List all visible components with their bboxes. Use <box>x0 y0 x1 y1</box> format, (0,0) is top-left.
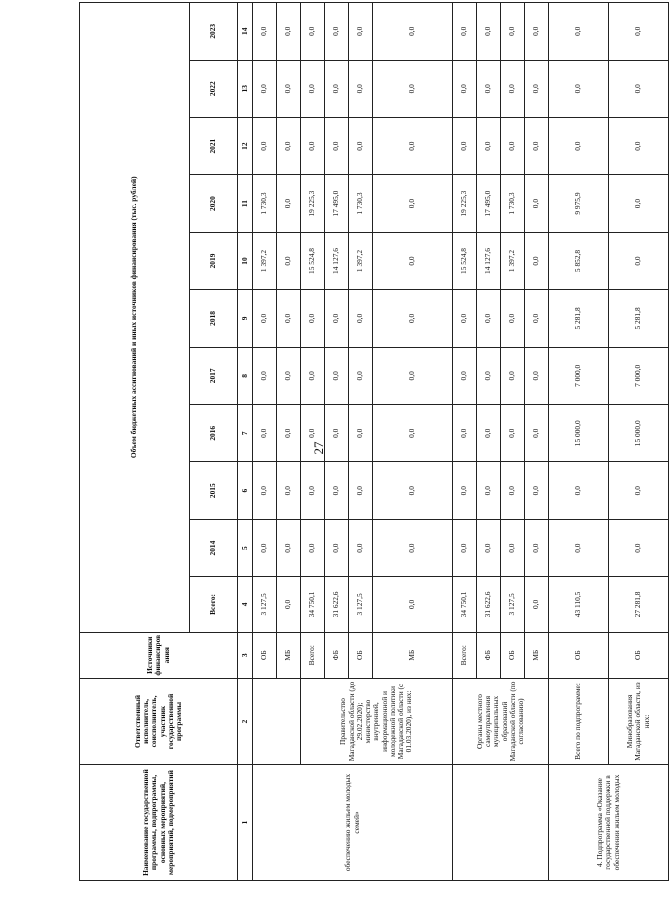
header-year: 2018 <box>190 290 238 347</box>
value-cell: 0,0 <box>609 232 669 289</box>
value-cell: 0,0 <box>349 290 373 347</box>
value-cell: 31 622,6 <box>477 577 501 632</box>
value-cell: 0,0 <box>609 175 669 232</box>
table-row <box>549 3 609 881</box>
value-cell: 0,0 <box>325 60 349 117</box>
value-cell: 0,0 <box>525 462 549 519</box>
header-program-name: Наименование государственной программы, подпрограммы, основных мероприятий, мероприятий, подмероприятий <box>80 765 238 881</box>
value-cell: 14 127,6 <box>325 232 349 289</box>
source-cell: ФБ <box>477 632 501 678</box>
value-cell: 0,0 <box>525 3 549 61</box>
value-cell: 0,0 <box>501 462 525 519</box>
value-cell: 0,0 <box>373 462 453 519</box>
value-cell: 0,0 <box>525 577 549 632</box>
value-cell: 0,0 <box>301 519 325 576</box>
value-cell: 15 000,0 <box>609 405 669 462</box>
value-cell: 5 852,8 <box>549 232 609 289</box>
header-year: 2017 <box>190 347 238 404</box>
value-cell: 0,0 <box>501 60 525 117</box>
value-cell: 0,0 <box>525 290 549 347</box>
value-cell: 0,0 <box>477 117 501 174</box>
column-index: 12 <box>238 117 253 174</box>
value-cell: 0,0 <box>453 3 477 61</box>
value-cell: 5 281,8 <box>609 290 669 347</box>
value-cell: 1 397,2 <box>349 232 373 289</box>
value-cell: 0,0 <box>373 577 453 632</box>
value-cell: 0,0 <box>301 462 325 519</box>
value-cell: 34 750,1 <box>301 577 325 632</box>
table-row <box>453 3 477 881</box>
source-cell: ОБ <box>501 632 525 678</box>
value-cell: 0,0 <box>373 232 453 289</box>
source-cell: Всего: <box>301 632 325 678</box>
value-cell: 5 281,8 <box>549 290 609 347</box>
header-year: 2019 <box>190 232 238 289</box>
value-cell: 0,0 <box>277 405 301 462</box>
value-cell: 19 225,3 <box>453 175 477 232</box>
header-executor: Ответственный исполнитель, соисполнитель, участник государственной программы <box>80 678 238 764</box>
column-index: 5 <box>238 519 253 576</box>
value-cell: 0,0 <box>453 519 477 576</box>
value-cell: 0,0 <box>277 3 301 61</box>
value-cell: 0,0 <box>349 462 373 519</box>
value-cell: 14 127,6 <box>477 232 501 289</box>
subprogram-name: 4. Подпрограмма «Оказание государственной поддержки в обеспечении жильем молодых <box>549 765 669 881</box>
header-year: 2023 <box>190 3 238 61</box>
value-cell: 15 524,8 <box>301 232 325 289</box>
value-cell: 0,0 <box>373 347 453 404</box>
value-cell: 27 281,8 <box>609 577 669 632</box>
table-row <box>609 3 669 881</box>
source-cell: ОБ <box>349 632 373 678</box>
value-cell: 15 000,0 <box>549 405 609 462</box>
table-row <box>301 3 325 881</box>
column-index: 1 <box>238 765 253 881</box>
column-index: 7 <box>238 405 253 462</box>
value-cell: 0,0 <box>325 117 349 174</box>
value-cell: 3 127,5 <box>501 577 525 632</box>
value-cell: 0,0 <box>253 290 277 347</box>
value-cell: 0,0 <box>453 60 477 117</box>
executor-cell: Правительство Магаданской области (до 29.02.2020); министерство внутренней, информационной и молодежной политики Магаданской области (с 01.03.2020), из них: <box>301 678 453 764</box>
value-cell: 0,0 <box>477 60 501 117</box>
value-cell: 0,0 <box>349 3 373 61</box>
column-index: 13 <box>238 60 253 117</box>
value-cell: 15 524,8 <box>453 232 477 289</box>
value-cell: 0,0 <box>477 405 501 462</box>
value-cell: 0,0 <box>525 347 549 404</box>
value-cell: 0,0 <box>325 519 349 576</box>
value-cell: 0,0 <box>453 462 477 519</box>
value-cell: 3 127,5 <box>253 577 277 632</box>
column-index: 14 <box>238 3 253 61</box>
value-cell: 0,0 <box>453 347 477 404</box>
header-year: 2020 <box>190 175 238 232</box>
value-cell: 0,0 <box>373 60 453 117</box>
value-cell: 0,0 <box>501 347 525 404</box>
value-cell: 0,0 <box>325 347 349 404</box>
value-cell: 0,0 <box>253 60 277 117</box>
value-cell: 0,0 <box>525 519 549 576</box>
executor-cell: Органы местного самоуправления муниципальных образований Магаданской области (по согласованию) <box>453 678 549 764</box>
value-cell: 0,0 <box>373 117 453 174</box>
value-cell: 0,0 <box>501 519 525 576</box>
source-cell: МБ <box>277 632 301 678</box>
value-cell: 0,0 <box>325 462 349 519</box>
header-year: 2016 <box>190 405 238 462</box>
value-cell: 0,0 <box>301 3 325 61</box>
value-cell: 0,0 <box>301 405 325 462</box>
value-cell: 0,0 <box>477 519 501 576</box>
value-cell: 0,0 <box>253 405 277 462</box>
value-cell: 0,0 <box>549 60 609 117</box>
value-cell: 0,0 <box>609 117 669 174</box>
value-cell: 0,0 <box>277 232 301 289</box>
column-index: 2 <box>238 678 253 764</box>
program-name-cell <box>453 765 549 881</box>
program-name-continuation: обеспечению жильем молодых семей» <box>253 765 453 881</box>
value-cell: 0,0 <box>609 3 669 61</box>
column-index: 6 <box>238 462 253 519</box>
value-cell: 17 495,0 <box>477 175 501 232</box>
value-cell: 0,0 <box>349 60 373 117</box>
value-cell: 0,0 <box>609 519 669 576</box>
value-cell: 0,0 <box>277 519 301 576</box>
source-cell: ОБ <box>609 632 669 678</box>
executor-cell: Всего по подпрограмме: <box>549 678 609 764</box>
column-index: 8 <box>238 347 253 404</box>
value-cell: 0,0 <box>301 347 325 404</box>
header-year: 2014 <box>190 519 238 576</box>
value-cell: 1 730,3 <box>253 175 277 232</box>
value-cell: 0,0 <box>301 60 325 117</box>
header-funding-source: Источники финансирования <box>80 632 238 678</box>
value-cell: 0,0 <box>253 519 277 576</box>
value-cell: 1 397,2 <box>253 232 277 289</box>
value-cell: 0,0 <box>477 462 501 519</box>
value-cell: 0,0 <box>277 577 301 632</box>
value-cell: 0,0 <box>501 405 525 462</box>
column-index: 9 <box>238 290 253 347</box>
value-cell: 9 975,9 <box>549 175 609 232</box>
value-cell: 0,0 <box>349 519 373 576</box>
financing-table <box>79 2 669 881</box>
table-row <box>253 3 277 881</box>
value-cell: 0,0 <box>349 405 373 462</box>
value-cell: 0,0 <box>477 290 501 347</box>
header-year: 2022 <box>190 60 238 117</box>
value-cell: 0,0 <box>525 117 549 174</box>
value-cell: 0,0 <box>373 175 453 232</box>
value-cell: 0,0 <box>253 117 277 174</box>
value-cell: 0,0 <box>277 290 301 347</box>
column-index: 4 <box>238 577 253 632</box>
value-cell: 0,0 <box>549 519 609 576</box>
financing-table-container <box>79 2 651 881</box>
value-cell: 0,0 <box>301 117 325 174</box>
value-cell: 0,0 <box>253 347 277 404</box>
value-cell: 0,0 <box>525 175 549 232</box>
value-cell: 0,0 <box>525 60 549 117</box>
column-index: 11 <box>238 175 253 232</box>
value-cell: 0,0 <box>501 3 525 61</box>
value-cell: 0,0 <box>253 462 277 519</box>
value-cell: 1 730,3 <box>501 175 525 232</box>
value-cell: 0,0 <box>501 117 525 174</box>
value-cell: 0,0 <box>277 175 301 232</box>
source-cell: МБ <box>525 632 549 678</box>
value-cell: 0,0 <box>549 462 609 519</box>
column-index: 3 <box>238 632 253 678</box>
value-cell: 0,0 <box>277 117 301 174</box>
column-index-row <box>238 3 253 881</box>
value-cell: 0,0 <box>609 462 669 519</box>
value-cell: 0,0 <box>501 290 525 347</box>
value-cell: 0,0 <box>453 290 477 347</box>
source-cell: МБ <box>373 632 453 678</box>
value-cell: 7 000,0 <box>549 347 609 404</box>
value-cell: 0,0 <box>549 3 609 61</box>
value-cell: 0,0 <box>609 60 669 117</box>
executor-cell: Минобразования Магаданской области, из них: <box>609 678 669 764</box>
value-cell: 31 622,6 <box>325 577 349 632</box>
value-cell: 0,0 <box>349 347 373 404</box>
header-funding-volume: Объем бюджетных ассигнований и иных источников финансирования (тыс. рублей) <box>80 3 190 633</box>
value-cell: 43 110,5 <box>549 577 609 632</box>
value-cell: 0,0 <box>453 117 477 174</box>
value-cell: 0,0 <box>373 3 453 61</box>
source-cell: ОБ <box>253 632 277 678</box>
value-cell: 0,0 <box>277 462 301 519</box>
source-cell: ФБ <box>325 632 349 678</box>
value-cell: 0,0 <box>325 290 349 347</box>
value-cell: 0,0 <box>325 405 349 462</box>
value-cell: 7 000,0 <box>609 347 669 404</box>
header-total: Всего: <box>190 577 238 632</box>
value-cell: 0,0 <box>277 347 301 404</box>
value-cell: 0,0 <box>373 290 453 347</box>
value-cell: 0,0 <box>477 3 501 61</box>
value-cell: 3 127,5 <box>349 577 373 632</box>
value-cell: 0,0 <box>477 347 501 404</box>
value-cell: 0,0 <box>277 60 301 117</box>
value-cell: 0,0 <box>373 405 453 462</box>
value-cell: 0,0 <box>349 117 373 174</box>
value-cell: 0,0 <box>453 405 477 462</box>
value-cell: 0,0 <box>525 232 549 289</box>
value-cell: 0,0 <box>253 3 277 61</box>
source-cell: ОБ <box>549 632 609 678</box>
value-cell: 19 225,3 <box>301 175 325 232</box>
value-cell: 0,0 <box>525 405 549 462</box>
value-cell: 0,0 <box>325 3 349 61</box>
header-year: 2015 <box>190 462 238 519</box>
value-cell: 0,0 <box>373 519 453 576</box>
header-year: 2021 <box>190 117 238 174</box>
value-cell: 1 730,3 <box>349 175 373 232</box>
source-cell: Всего: <box>453 632 477 678</box>
value-cell: 0,0 <box>549 117 609 174</box>
column-index: 10 <box>238 232 253 289</box>
value-cell: 17 495,0 <box>325 175 349 232</box>
value-cell: 34 750,1 <box>453 577 477 632</box>
executor-cell <box>253 678 301 764</box>
page-number: 27 <box>311 441 326 455</box>
value-cell: 0,0 <box>301 290 325 347</box>
value-cell: 1 397,2 <box>501 232 525 289</box>
